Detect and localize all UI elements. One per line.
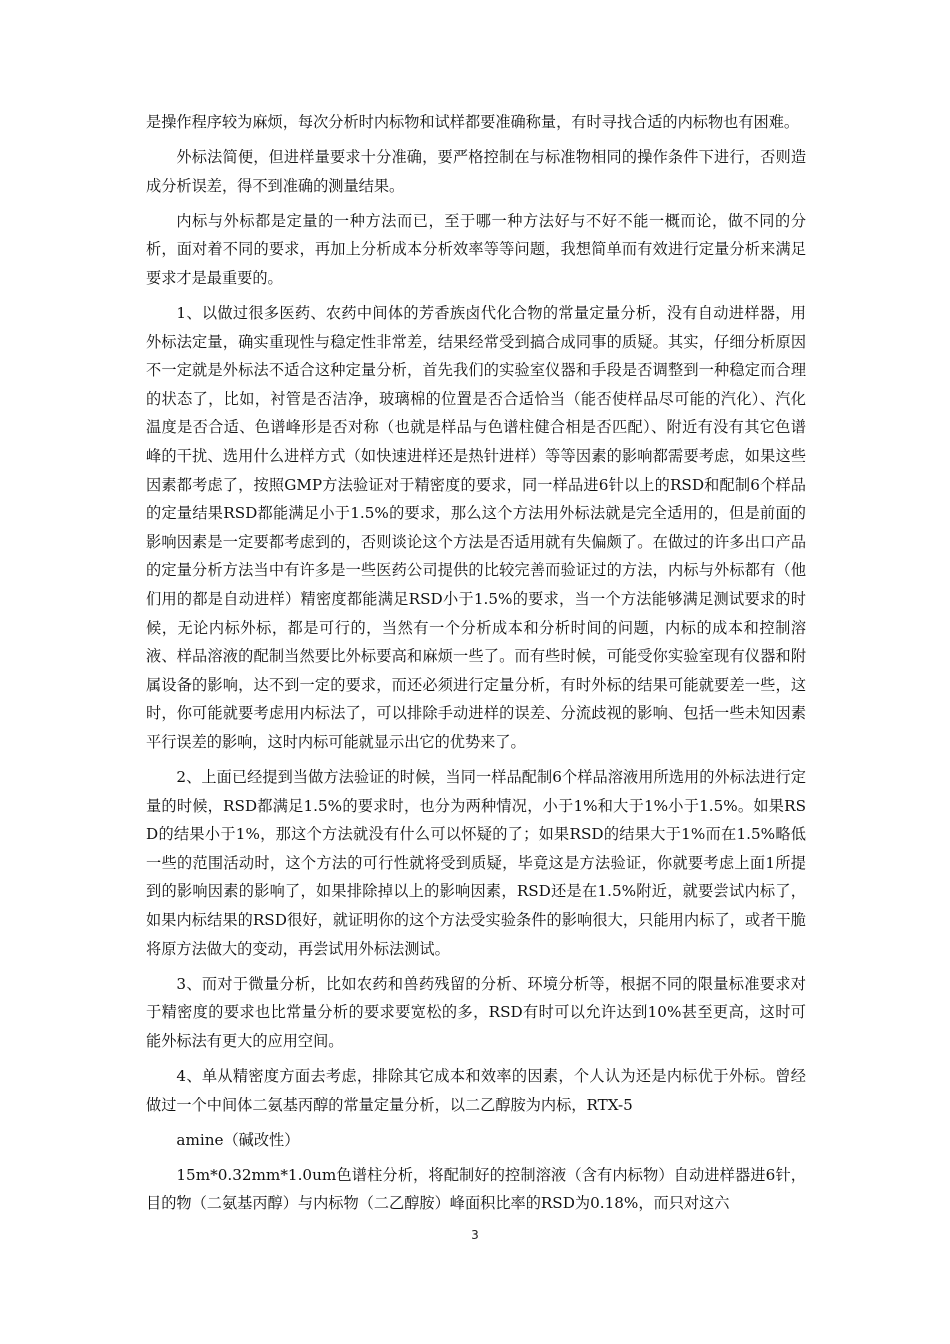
page-number: 3 <box>471 1228 479 1242</box>
paragraph-9: 15m*0.32mm*1.0um色谱柱分析，将配制好的控制溶液（含有内标物）自动进样器进6针，目的物（二氨基丙醇）与内标物（二乙醇胺）峰面积比率的RSD为0.18%，而只对这六 <box>146 1165 806 1213</box>
paragraph-1: 是操作程序较为麻烦，每次分析时内标物和试样都要准确称量，有时寻找合适的内标物也有困难。 <box>146 113 800 131</box>
paragraph-5: 2、上面已经提到当做方法验证的时候，当同一样品配制6个样品溶液用所选用的外标法进行定量的时候，RSD都满足1.5%的要求时，也分为两种情况，小于1%和大于1%小于1.5%。如果RSD的结果小于1%，那这个方法就没有什么可以怀疑的了；如果RSD的结果大于1%而在1.5%略低一些的范围活动时，这个方法的可行性就将受到质疑，毕竟这是方法验证，你就要考虑上面1所提到的影响因素的影响了，如果排除掉以上的影响因素，RSD还是在1.5%附近，就要尝试内标了，如果内标结果的RSD很好，就证明你的这个方法受实验条件的影响很大，只能用内标了，或者干脆将原方法做大的变动，再尝试用外标法测试。 <box>146 768 806 958</box>
paragraph-2: 外标法简便，但进样量要求十分准确，要严格控制在与标准物相同的操作条件下进行，否则造成分析误差，得不到准确的测量结果。 <box>146 148 806 195</box>
paragraph-8: amine（碱改性） <box>176 1130 300 1149</box>
paragraph-3: 内标与外标都是定量的一种方法而已，至于哪一种方法好与不好不能一概而论，做不同的分析，面对着不同的要求，再加上分析成本分析效率等等问题，我想简单而有效进行定量分析来满足要求才是最重要的。 <box>146 211 806 287</box>
paragraph-6: 3、而对于微量分析，比如农药和兽药残留的分析、环境分析等，根据不同的限量标准要求对于精密度的要求也比常量分析的要求要宽松的多，RSD有时可以允许达到10%甚至更高，这时可能外标法有更大的应用空间。 <box>146 974 806 1050</box>
paragraph-4: 1、以做过很多医药、农药中间体的芳香族卤代化合物的常量定量分析，没有自动进样器，用外标法定量，确实重现性与稳定性非常差，结果经常受到搞合成同事的质疑。其实，仔细分析原因不一定就是外标法不适合这种定量分析，首先我们的实验室仪器和手段是否调整到一种稳定而合理的状态了，比如，衬管是否洁净，玻璃棉的位置是否合适恰当（能否使样品尽可能的汽化）、汽化温度是否合适、色谱峰形是否对称（也就是样品与色谱柱健合相是否匹配）、附近有没有其它色谱峰的干扰、选用什么进样方式（如快速进样还是热针进样）等等因素的影响都需要考虑，如果这些因素都考虑了，按照GMP方法验证对于精密度的要求，同一样品进6针以上的RSD和配制6个样品的定量结果RSD都能满足小于1.5%的要求，那么这个方法用外标法就是完全适用的，但是前面的影响因素是一定要都考虑到的，否则谈论这个方法是否适用就有失偏颇了。在做过的许多出口产品的定量分析方法当中有许多是一些医药公司提供的比较完善而验证过的方法，内标与外标都有（他们用的都是自动进样）精密度都能满足RSD小于1.5%的要求，当一个方法能够满足测试要求的时候，无论内标外标，都是可行的，当然有一个分析成本和分析时间的问题，内标的成本和控制溶液、样品溶液的配制当然要比外标要高和麻烦一些了。而有些时候，可能受你实验室现有仪器和附属设备的影响，达不到一定的要求，而还必须进行定量分析，有时外标的结果可能就要差一些，这时，你可能就要考虑用内标法了，可以排除手动进样的误差、分流歧视的影响、包括一些未知因素平行误差的影响，这时内标可能就显示出它的优势来了。 <box>146 304 806 751</box>
document-body <box>146 108 806 1224</box>
paragraph-7: 4、单从精密度方面去考虑，排除其它成本和效率的因素，个人认为还是内标优于外标。曾经做过一个中间体二氨基丙醇的常量定量分析，以二乙醇胺为内标，RTX-5 <box>146 1067 806 1114</box>
